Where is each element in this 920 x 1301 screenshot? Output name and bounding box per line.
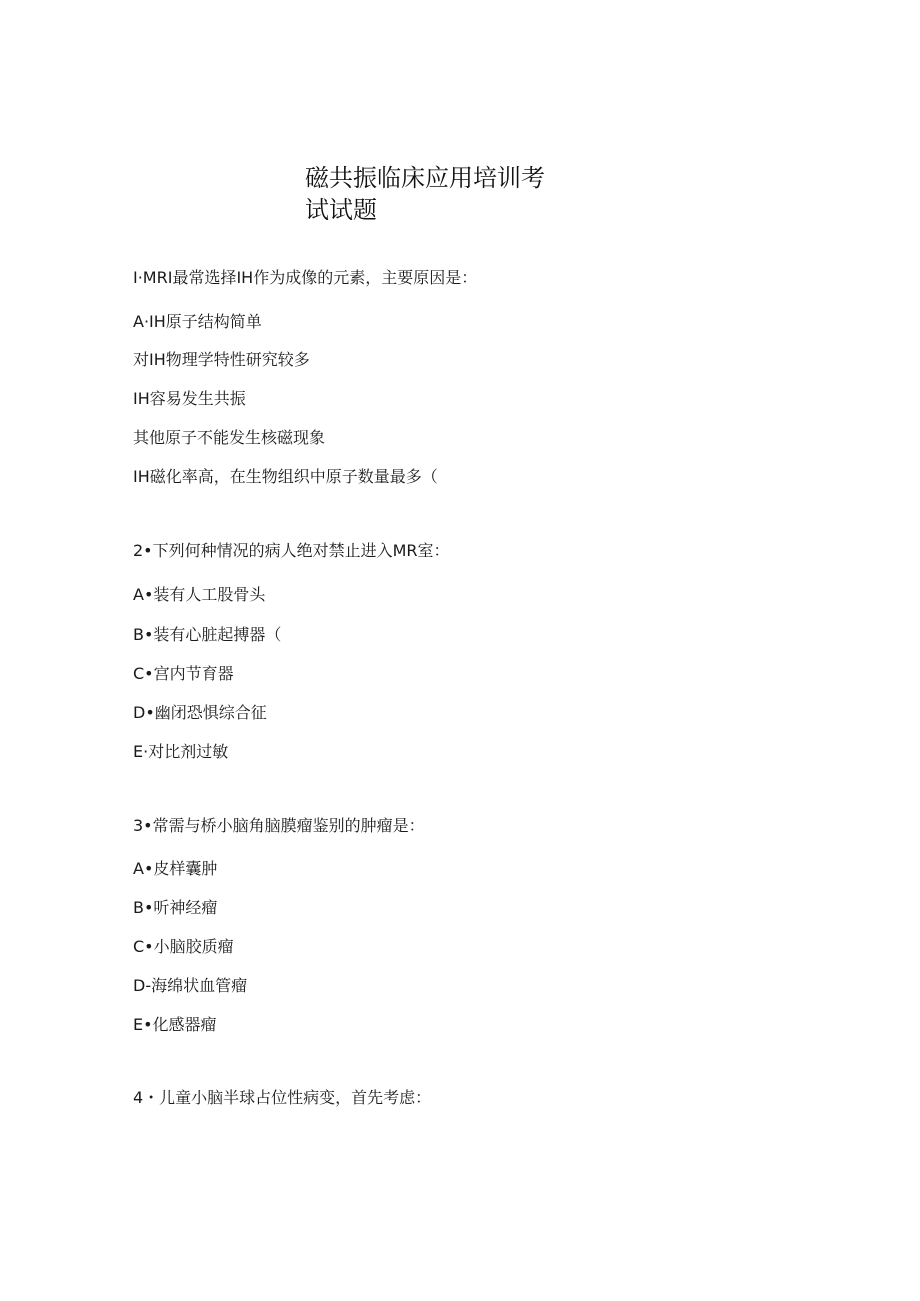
question-2-stem: 2•下列何种情况的病人绝对禁止进入MR室： [133, 541, 450, 560]
question-2-option-c: C•宫内节育器 [133, 664, 234, 683]
question-2-option-a: A•装有人工股骨头 [133, 585, 266, 604]
title-line-2: 试试题 [305, 196, 377, 224]
question-1-option-a: A·IH原子结构简单 [133, 312, 262, 331]
document-title [305, 162, 555, 226]
question-2-option-b: B•装有心脏起搏器（ [133, 625, 282, 644]
question-1-option-b: 对IH物理学特性研究较多 [133, 350, 310, 369]
question-1-option-e: IH磁化率高，在生物组织中原子数量最多（ [133, 467, 438, 486]
question-3-option-a: A•皮样囊肿 [133, 859, 218, 878]
question-2-option-d: D•幽闭恐惧综合征 [133, 703, 267, 722]
question-3-option-b: B•听神经瘤 [133, 898, 218, 917]
question-3-stem: 3•常需与桥小脑角脑膜瘤鉴别的肿瘤是： [133, 816, 425, 835]
question-3-option-d: D-海绵状血管瘤 [133, 976, 248, 995]
title-line-1: 磁共振临床应用培训考 [305, 164, 545, 192]
question-3-option-e: E•化感器瘤 [133, 1015, 217, 1034]
question-1-option-d: 其他原子不能发生核磁现象 [133, 428, 326, 447]
question-1-stem: I·MRI最常选择IH作为成像的元素，主要原因是： [133, 268, 478, 287]
question-4-stem: 4・儿童小脑半球占位性病变，首先考虑： [133, 1088, 432, 1107]
question-1-option-c: IH容易发生共振 [133, 389, 246, 408]
question-2-option-e: E·对比剂过敏 [133, 742, 229, 761]
question-3-option-c: C•小脑胶质瘤 [133, 937, 234, 956]
